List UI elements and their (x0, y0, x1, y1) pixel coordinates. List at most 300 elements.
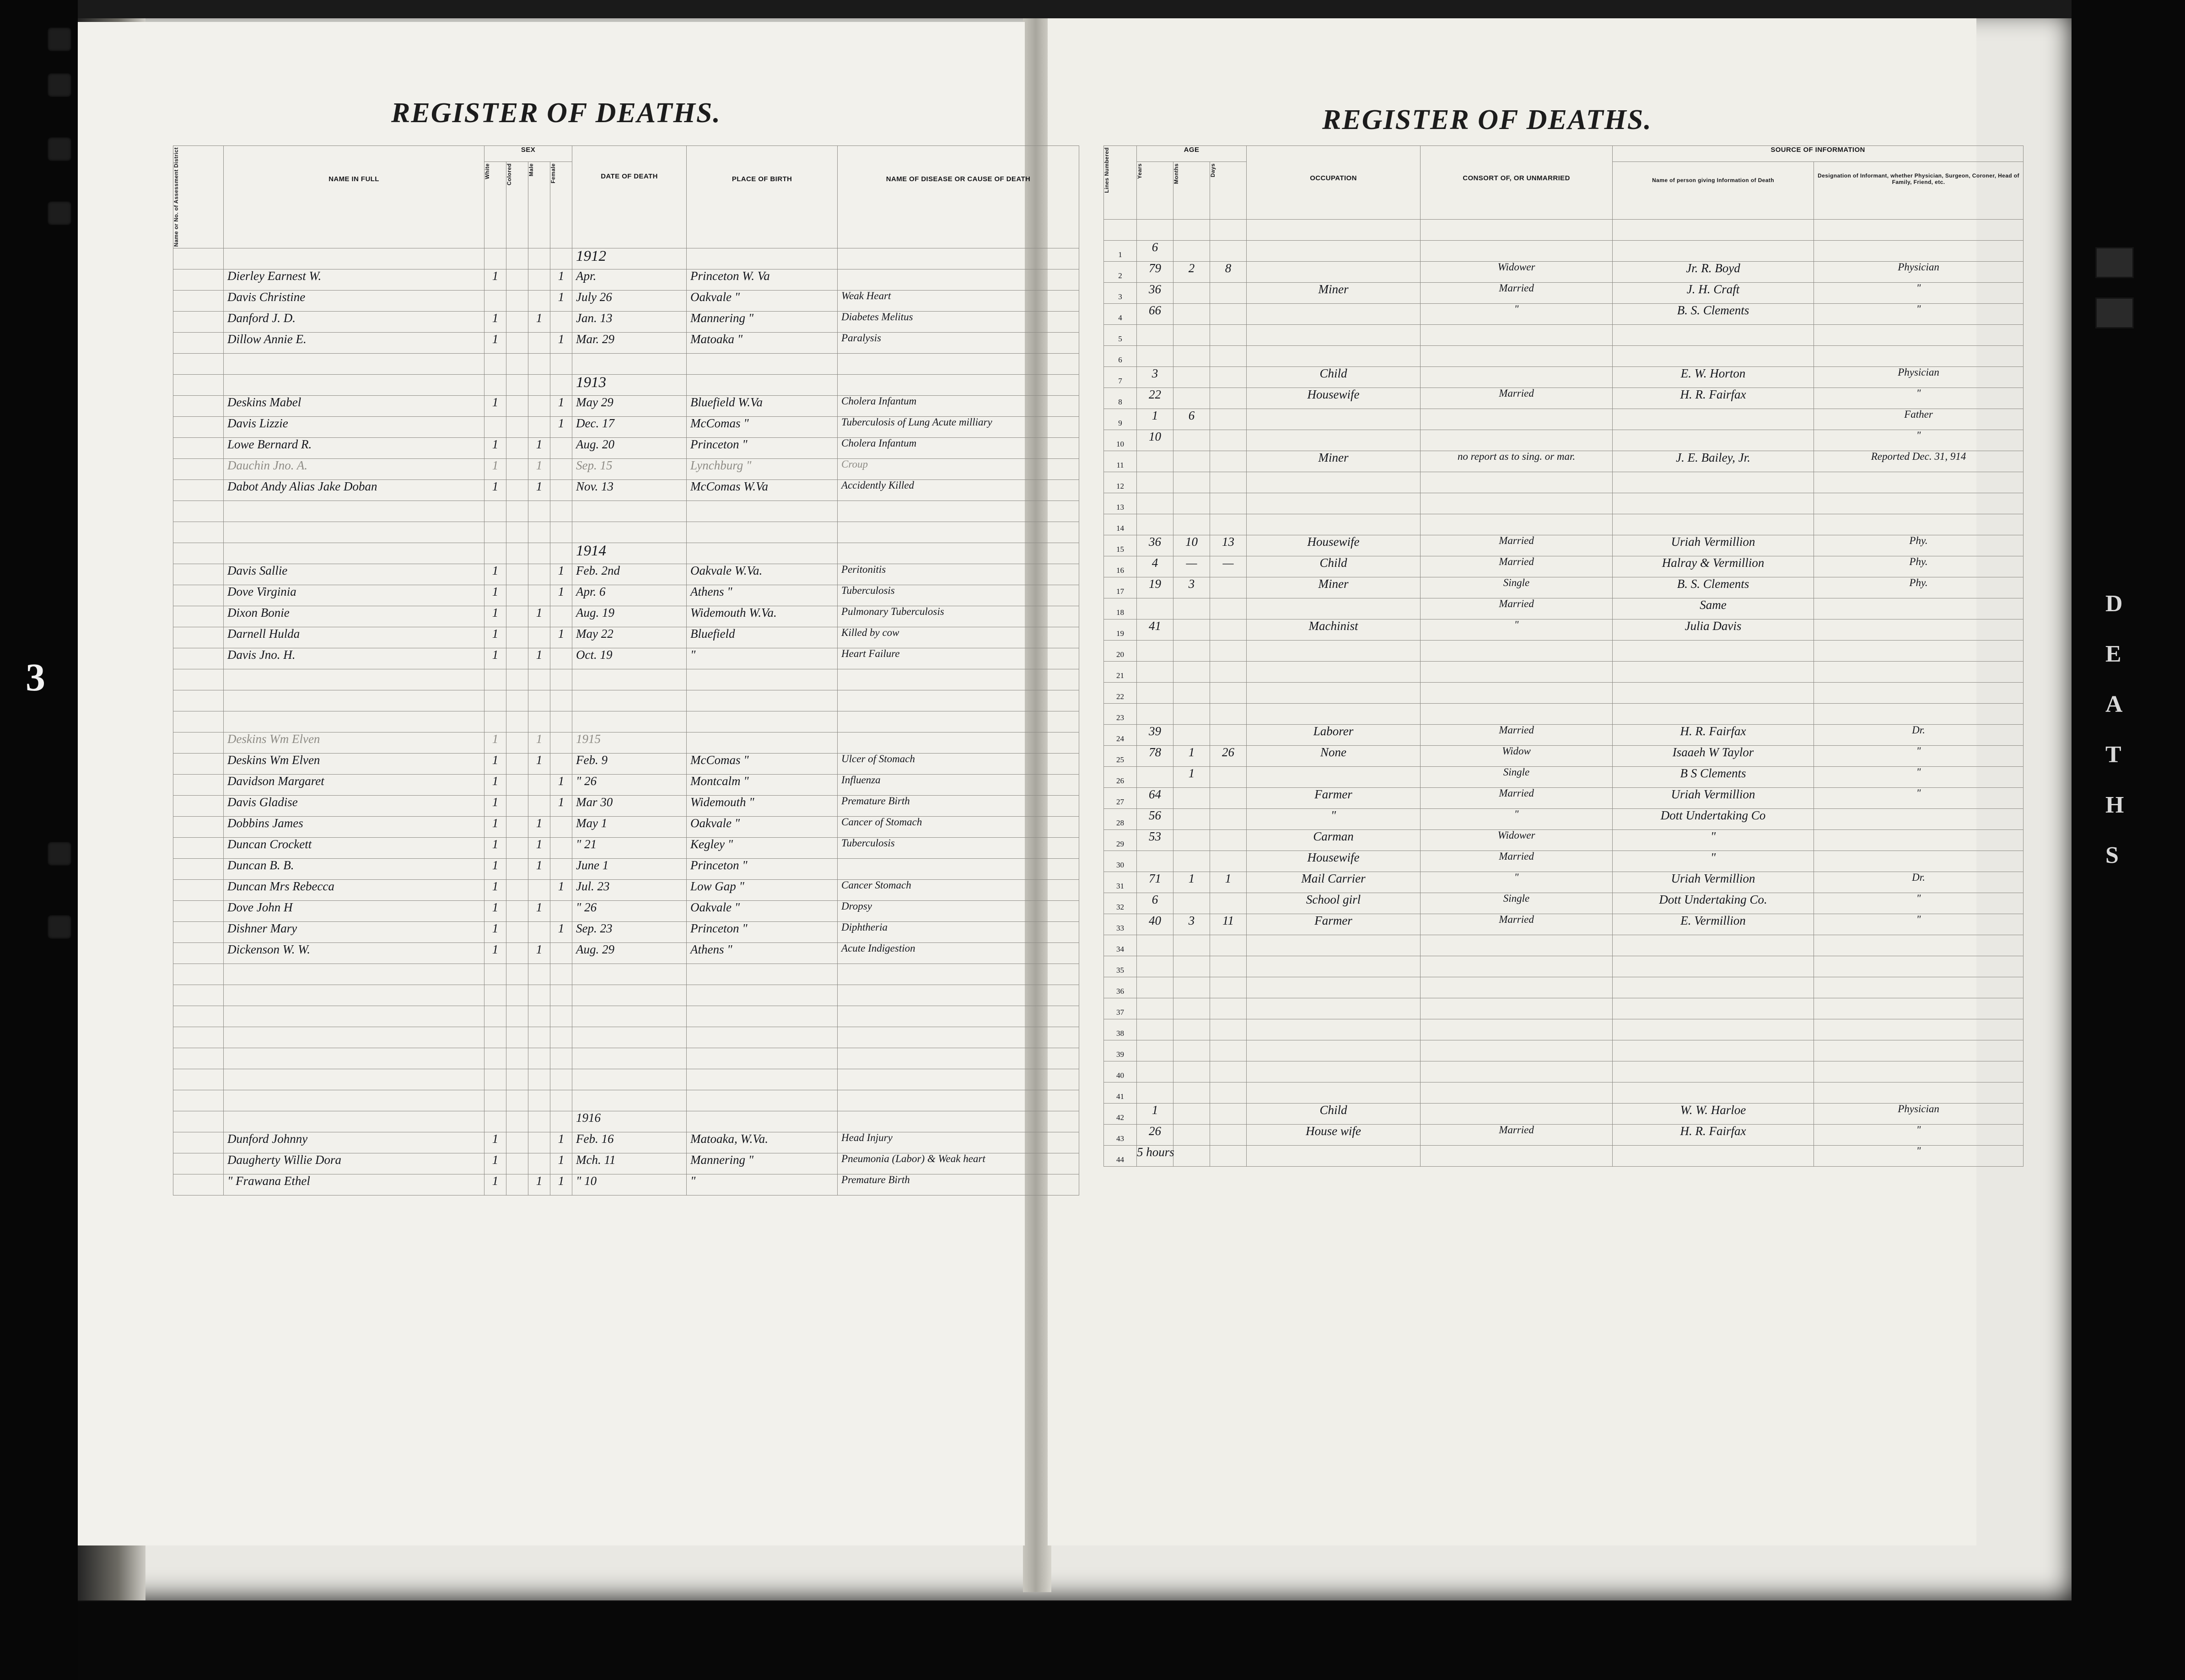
cell-designation (1814, 1082, 2024, 1104)
cell-white: 1 (484, 901, 506, 922)
cell-designation: " (1814, 430, 2024, 451)
cell-white: 1 (484, 838, 506, 859)
cell-days: 26 (1210, 746, 1247, 767)
cell-male (528, 291, 550, 312)
table-row[interactable] (173, 985, 1079, 1006)
cell-days (1210, 725, 1247, 746)
cell-female (550, 1048, 572, 1069)
cell-months (1173, 283, 1210, 304)
table-row[interactable] (173, 964, 1079, 985)
cell-designation (1814, 241, 2024, 262)
cell-occupation: Housewife (1247, 535, 1421, 556)
table-row[interactable] (173, 396, 1079, 417)
cell-days (1210, 893, 1247, 914)
table-row[interactable] (1104, 556, 2024, 577)
cell-designation (1814, 514, 2024, 535)
cell-days (1210, 788, 1247, 809)
cell-white (484, 375, 506, 396)
table-row[interactable] (173, 606, 1079, 627)
table-row[interactable] (173, 333, 1079, 354)
cell-informant: Uriah Vermillion (1613, 788, 1814, 809)
cell-months: 10 (1173, 535, 1210, 556)
table-row[interactable] (1104, 346, 2024, 367)
table-row[interactable] (173, 796, 1079, 817)
cell-years: 66 (1137, 304, 1173, 325)
cell-place-of-birth: McComas W.Va (687, 480, 838, 501)
cell-name: Dabot Andy Alias Jake Doban (224, 480, 484, 501)
table-row[interactable] (1104, 535, 2024, 556)
table-row[interactable] (1104, 830, 2024, 851)
table-row[interactable] (173, 1006, 1079, 1027)
cell-line-number: 30 (1104, 851, 1137, 872)
table-row[interactable] (1104, 746, 2024, 767)
table-row[interactable] (173, 564, 1079, 585)
table-row[interactable] (1104, 367, 2024, 388)
table-row[interactable] (173, 459, 1079, 480)
cell-designation (1814, 346, 2024, 367)
table-row[interactable] (1104, 1125, 2024, 1146)
cell-name: Danford J. D. (224, 312, 484, 333)
cell-consort (1421, 220, 1613, 241)
cell-line-number: 35 (1104, 956, 1137, 977)
cell-consort: Widower (1421, 830, 1613, 851)
cell-name: Dove Virginia (224, 585, 484, 606)
cell-consort (1421, 641, 1613, 662)
cell-line-number: 38 (1104, 1019, 1137, 1040)
cell-place-of-birth (687, 522, 838, 543)
cell-place-of-birth: Kegley " (687, 838, 838, 859)
table-row[interactable] (173, 627, 1079, 648)
cell-colored (506, 417, 528, 438)
cell-male (528, 1090, 550, 1111)
cell-months (1173, 220, 1210, 241)
header-date-of-death: DATE OF DEATH (572, 146, 687, 248)
cell-assessment (173, 775, 224, 796)
cell-colored (506, 711, 528, 732)
cell-days: 8 (1210, 262, 1247, 283)
cell-female: 1 (550, 417, 572, 438)
table-row[interactable] (1104, 1019, 2024, 1040)
cell-months (1173, 241, 1210, 262)
table-row[interactable] (173, 901, 1079, 922)
cell-assessment (173, 901, 224, 922)
header-days: Days (1210, 163, 1216, 178)
cell-female (550, 480, 572, 501)
cell-months (1173, 430, 1210, 451)
cell-assessment (173, 754, 224, 775)
table-row[interactable] (1104, 304, 2024, 325)
table-row[interactable] (173, 438, 1079, 459)
cell-place-of-birth (687, 732, 838, 754)
cell-informant: H. R. Fairfax (1613, 388, 1814, 409)
cell-female: 1 (550, 291, 572, 312)
cell-cause: Pneumonia (Labor) & Weak heart (838, 1153, 1079, 1174)
cell-years (1137, 325, 1173, 346)
cell-name (224, 1048, 484, 1069)
table-row[interactable] (1104, 451, 2024, 472)
table-row[interactable] (1104, 893, 2024, 914)
cell-occupation: Farmer (1247, 788, 1421, 809)
register-table-right (1103, 145, 2024, 1167)
binder-right-edge (2072, 0, 2185, 1680)
cell-years (1137, 662, 1173, 683)
table-row[interactable] (1104, 767, 2024, 788)
table-row[interactable] (1104, 1040, 2024, 1061)
cell-female (550, 375, 572, 396)
cell-designation (1814, 809, 2024, 830)
table-row[interactable] (173, 1111, 1079, 1132)
cell-occupation (1247, 514, 1421, 535)
table-row[interactable] (173, 417, 1079, 438)
cell-date-of-death (572, 690, 687, 711)
cell-designation: Physician (1814, 262, 2024, 283)
cell-years: 3 (1137, 367, 1173, 388)
cell-cause (838, 690, 1079, 711)
cell-line-number: 29 (1104, 830, 1137, 851)
cell-years: 56 (1137, 809, 1173, 830)
table-row[interactable] (173, 690, 1079, 711)
table-row[interactable] (173, 754, 1079, 775)
cell-occupation (1247, 598, 1421, 619)
table-row[interactable] (1104, 683, 2024, 704)
table-row[interactable] (1104, 788, 2024, 809)
cell-years (1137, 346, 1173, 367)
table-row[interactable] (173, 1048, 1079, 1069)
cell-female: 1 (550, 564, 572, 585)
cell-cause (838, 1111, 1079, 1132)
cell-informant (1613, 956, 1814, 977)
table-row[interactable] (173, 501, 1079, 522)
cell-consort: Married (1421, 914, 1613, 935)
table-row[interactable] (1104, 619, 2024, 641)
table-row[interactable] (173, 248, 1079, 269)
cell-female (550, 606, 572, 627)
cell-white (484, 1006, 506, 1027)
cell-occupation (1247, 977, 1421, 998)
table-row[interactable] (1104, 641, 2024, 662)
cell-occupation (1247, 1019, 1421, 1040)
cell-cause (838, 354, 1079, 375)
cell-occupation (1247, 262, 1421, 283)
cell-colored (506, 859, 528, 880)
cell-designation: " (1814, 388, 2024, 409)
table-row[interactable] (1104, 1104, 2024, 1125)
cell-male (528, 690, 550, 711)
table-row[interactable] (173, 585, 1079, 606)
cell-informant: J. E. Bailey, Jr. (1613, 451, 1814, 472)
table-row[interactable] (173, 1027, 1079, 1048)
cell-informant: E. W. Horton (1613, 367, 1814, 388)
cell-female (550, 1111, 572, 1132)
cell-date-of-death: 1915 (572, 732, 687, 754)
cell-occupation: Child (1247, 1104, 1421, 1125)
cell-colored (506, 1006, 528, 1027)
table-row[interactable] (173, 880, 1079, 901)
cell-consort (1421, 662, 1613, 683)
cell-assessment (173, 964, 224, 985)
table-row[interactable] (1104, 1146, 2024, 1167)
cell-occupation (1247, 241, 1421, 262)
cell-colored (506, 775, 528, 796)
table-row[interactable] (1104, 956, 2024, 977)
cell-designation (1814, 598, 2024, 619)
cell-consort: Single (1421, 893, 1613, 914)
cell-male (528, 333, 550, 354)
table-row[interactable] (1104, 409, 2024, 430)
cell-months (1173, 998, 1210, 1019)
cell-date-of-death: Mch. 11 (572, 1153, 687, 1174)
cell-date-of-death: " 26 (572, 901, 687, 922)
table-row[interactable] (173, 312, 1079, 333)
cell-colored (506, 501, 528, 522)
table-row[interactable] (1104, 998, 2024, 1019)
table-row[interactable] (1104, 514, 2024, 535)
cell-years (1137, 998, 1173, 1019)
cell-place-of-birth: Widemouth W.Va. (687, 606, 838, 627)
cell-assessment (173, 333, 224, 354)
cell-male: 1 (528, 438, 550, 459)
table-row[interactable] (173, 838, 1079, 859)
table-row[interactable] (173, 375, 1079, 396)
cell-designation (1814, 1040, 2024, 1061)
table-row[interactable] (1104, 662, 2024, 683)
cell-designation (1814, 998, 2024, 1019)
table-row[interactable] (173, 859, 1079, 880)
cell-informant (1613, 220, 1814, 241)
cell-days (1210, 598, 1247, 619)
cell-months (1173, 325, 1210, 346)
cell-years: 19 (1137, 577, 1173, 598)
cell-date-of-death: Sep. 23 (572, 922, 687, 943)
table-row[interactable] (1104, 977, 2024, 998)
table-row[interactable] (1104, 872, 2024, 893)
cell-male (528, 1069, 550, 1090)
cell-male: 1 (528, 859, 550, 880)
cell-male: 1 (528, 648, 550, 669)
table-row[interactable] (1104, 472, 2024, 493)
cell-informant (1613, 241, 1814, 262)
cell-occupation (1247, 641, 1421, 662)
table-row[interactable] (1104, 935, 2024, 956)
table-row[interactable] (173, 943, 1079, 964)
table-row[interactable] (1104, 1082, 2024, 1104)
cell-assessment (173, 796, 224, 817)
table-row[interactable] (173, 291, 1079, 312)
cell-female (550, 859, 572, 880)
cell-date-of-death: " 26 (572, 775, 687, 796)
cell-days (1210, 683, 1247, 704)
header-sex: SEX (484, 146, 572, 162)
cell-assessment (173, 585, 224, 606)
table-row[interactable] (173, 354, 1079, 375)
cell-male (528, 354, 550, 375)
cell-occupation: Miner (1247, 451, 1421, 472)
table-row[interactable] (173, 269, 1079, 291)
cell-female (550, 501, 572, 522)
cell-years (1137, 767, 1173, 788)
cell-years: 10 (1137, 430, 1173, 451)
table-row[interactable] (173, 648, 1079, 669)
cell-cause (838, 1048, 1079, 1069)
cell-designation (1814, 683, 2024, 704)
cell-male: 1 (528, 1174, 550, 1195)
table-row[interactable] (1104, 493, 2024, 514)
cell-years: 5 hours (1137, 1146, 1173, 1167)
cell-years (1137, 514, 1173, 535)
cell-assessment (173, 1048, 224, 1069)
table-row[interactable] (173, 669, 1079, 690)
cell-line-number: 22 (1104, 683, 1137, 704)
cell-male (528, 796, 550, 817)
cell-years: 22 (1137, 388, 1173, 409)
cell-name (224, 1006, 484, 1027)
cell-name: Deskins Wm Elven (224, 732, 484, 754)
table-row[interactable] (173, 480, 1079, 501)
cell-consort: Single (1421, 577, 1613, 598)
table-row[interactable] (1104, 851, 2024, 872)
header-months: Months (1173, 163, 1179, 184)
cell-assessment (173, 648, 224, 669)
cell-white (484, 291, 506, 312)
table-row[interactable] (173, 1090, 1079, 1111)
table-row[interactable] (1104, 914, 2024, 935)
cell-months: 2 (1173, 262, 1210, 283)
table-row[interactable] (173, 817, 1079, 838)
table-row[interactable] (173, 1174, 1079, 1195)
cell-male: 1 (528, 459, 550, 480)
cell-informant: Uriah Vermillion (1613, 872, 1814, 893)
table-row[interactable] (173, 922, 1079, 943)
cell-date-of-death: " 10 (572, 1174, 687, 1195)
cell-place-of-birth (687, 1090, 838, 1111)
cell-male (528, 711, 550, 732)
cell-informant: Isaaeh W Taylor (1613, 746, 1814, 767)
table-row[interactable] (1104, 262, 2024, 283)
cell-place-of-birth (687, 1027, 838, 1048)
cell-colored (506, 796, 528, 817)
cell-line-number: 2 (1104, 262, 1137, 283)
cell-date-of-death (572, 522, 687, 543)
cell-white: 1 (484, 564, 506, 585)
cell-male: 1 (528, 754, 550, 775)
table-row[interactable] (1104, 388, 2024, 409)
table-row[interactable] (1104, 283, 2024, 304)
cell-white: 1 (484, 775, 506, 796)
cell-cause (838, 248, 1079, 269)
cell-white (484, 417, 506, 438)
cell-days (1210, 1040, 1247, 1061)
cell-cause: Premature Birth (838, 796, 1079, 817)
table-row[interactable] (173, 1132, 1079, 1153)
cell-assessment (173, 543, 224, 564)
cell-days (1210, 977, 1247, 998)
cell-designation (1814, 325, 2024, 346)
cell-male (528, 1111, 550, 1132)
cell-days (1210, 1061, 1247, 1082)
cell-occupation (1247, 430, 1421, 451)
cell-days (1210, 472, 1247, 493)
table-row[interactable] (1104, 598, 2024, 619)
cell-name: Dillow Annie E. (224, 333, 484, 354)
cell-occupation (1247, 220, 1421, 241)
cell-cause: Diabetes Melitus (838, 312, 1079, 333)
cell-cause (838, 269, 1079, 291)
cell-line-number: 19 (1104, 619, 1137, 641)
cell-place-of-birth: Matoaka, W.Va. (687, 1132, 838, 1153)
table-row[interactable] (1104, 809, 2024, 830)
cell-female (550, 901, 572, 922)
cell-white (484, 1090, 506, 1111)
cell-days (1210, 998, 1247, 1019)
cell-informant (1613, 935, 1814, 956)
table-row[interactable] (1104, 430, 2024, 451)
cell-name (224, 1111, 484, 1132)
table-row[interactable] (1104, 704, 2024, 725)
cell-date-of-death (572, 1069, 687, 1090)
cell-date-of-death: Apr. (572, 269, 687, 291)
table-row[interactable] (1104, 220, 2024, 241)
cell-consort: Married (1421, 788, 1613, 809)
cell-colored (506, 880, 528, 901)
cell-years: 26 (1137, 1125, 1173, 1146)
cell-consort (1421, 493, 1613, 514)
table-row[interactable] (173, 522, 1079, 543)
cell-white: 1 (484, 1174, 506, 1195)
table-row[interactable] (173, 543, 1079, 564)
cell-years (1137, 598, 1173, 619)
cell-place-of-birth: Montcalm " (687, 775, 838, 796)
cell-designation: Physician (1814, 1104, 2024, 1125)
cell-designation (1814, 956, 2024, 977)
cell-line-number: 20 (1104, 641, 1137, 662)
cell-informant: Uriah Vermillion (1613, 535, 1814, 556)
table-row[interactable] (173, 732, 1079, 754)
table-row[interactable] (173, 711, 1079, 732)
table-row[interactable] (173, 1069, 1079, 1090)
cell-name (224, 248, 484, 269)
cell-informant: " (1613, 830, 1814, 851)
cell-male (528, 1027, 550, 1048)
table-row[interactable] (173, 775, 1079, 796)
cell-informant: Dott Undertaking Co (1613, 809, 1814, 830)
table-row[interactable] (1104, 725, 2024, 746)
cell-date-of-death: 1916 (572, 1111, 687, 1132)
cell-male: 1 (528, 312, 550, 333)
cell-name: Duncan Mrs Rebecca (224, 880, 484, 901)
cell-cause (838, 859, 1079, 880)
table-row[interactable] (173, 1153, 1079, 1174)
cell-assessment (173, 248, 224, 269)
cell-assessment (173, 690, 224, 711)
table-row[interactable] (1104, 577, 2024, 598)
cell-place-of-birth (687, 690, 838, 711)
cell-days (1210, 367, 1247, 388)
table-row[interactable] (1104, 1061, 2024, 1082)
cell-months (1173, 683, 1210, 704)
cell-name: Daugherty Willie Dora (224, 1153, 484, 1174)
cell-date-of-death (572, 501, 687, 522)
cell-informant: " (1613, 851, 1814, 872)
cell-male (528, 964, 550, 985)
cell-name (224, 711, 484, 732)
cell-name (224, 375, 484, 396)
cell-years (1137, 493, 1173, 514)
cell-assessment (173, 1111, 224, 1132)
cell-colored (506, 564, 528, 585)
table-row[interactable] (1104, 325, 2024, 346)
cell-name: Dobbins James (224, 817, 484, 838)
table-row[interactable] (1104, 241, 2024, 262)
